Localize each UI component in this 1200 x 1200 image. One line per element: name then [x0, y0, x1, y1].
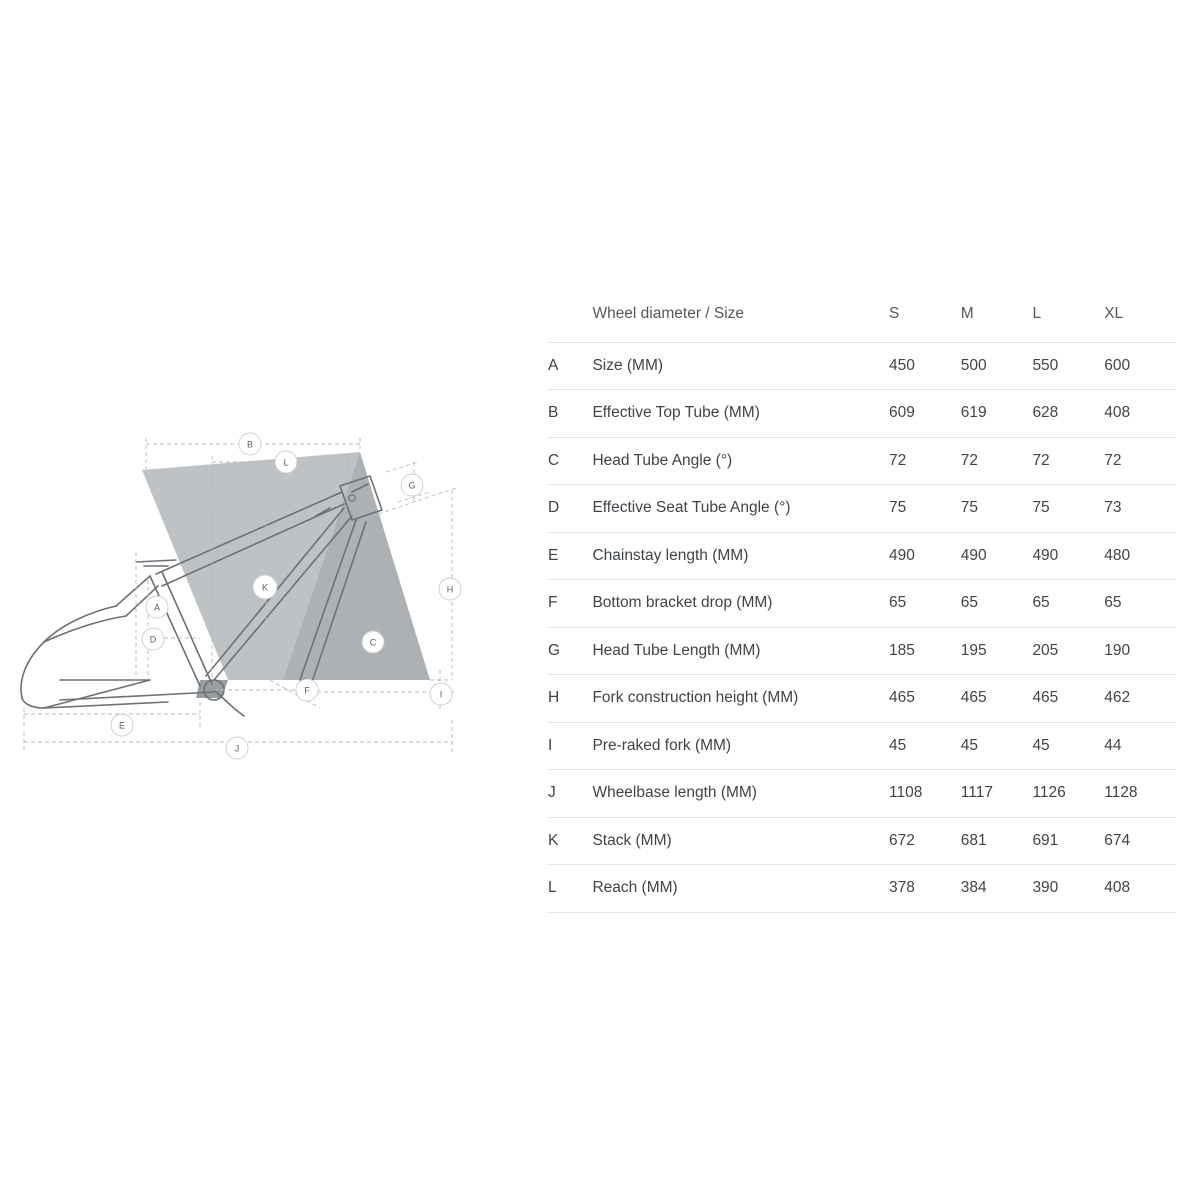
row-value-xl: 44 [1104, 722, 1176, 770]
table-header-row [548, 286, 1176, 342]
row-key: K [548, 817, 592, 865]
row-label: Reach (MM) [592, 865, 889, 913]
header-size-l: L [1032, 286, 1104, 342]
table-row [548, 390, 1176, 438]
row-value-s: 75 [889, 485, 961, 533]
callout-label-A: A [153, 602, 161, 613]
row-value-m: 65 [961, 580, 1033, 628]
row-key: F [548, 580, 592, 628]
row-value-l: 45 [1032, 722, 1104, 770]
row-value-m: 195 [961, 627, 1033, 675]
header-size-m: M [961, 286, 1033, 342]
row-value-m: 1117 [961, 770, 1033, 818]
table-row [548, 342, 1176, 390]
row-value-m: 465 [961, 675, 1033, 723]
row-key: G [548, 627, 592, 675]
table-head [548, 286, 1176, 342]
row-key: A [548, 342, 592, 390]
row-value-l: 1126 [1032, 770, 1104, 818]
row-value-s: 490 [889, 532, 961, 580]
row-label: Chainstay length (MM) [592, 532, 889, 580]
callout-label-J: J [234, 743, 240, 754]
row-value-s: 465 [889, 675, 961, 723]
row-label: Fork construction height (MM) [592, 675, 889, 723]
table-row [548, 627, 1176, 675]
callout-B [239, 433, 261, 455]
callout-label-C: C [369, 637, 377, 648]
row-key: I [548, 722, 592, 770]
row-value-l: 628 [1032, 390, 1104, 438]
row-value-xl: 190 [1104, 627, 1176, 675]
header-size-xl: XL [1104, 286, 1176, 342]
row-key: B [548, 390, 592, 438]
callout-L [275, 451, 297, 473]
row-key: H [548, 675, 592, 723]
table-row [548, 675, 1176, 723]
row-value-s: 378 [889, 865, 961, 913]
row-key: L [548, 865, 592, 913]
table-row [548, 865, 1176, 913]
row-label: Wheelbase length (MM) [592, 770, 889, 818]
row-value-s: 72 [889, 437, 961, 485]
row-value-s: 45 [889, 722, 961, 770]
row-value-m: 681 [961, 817, 1033, 865]
row-value-xl: 408 [1104, 865, 1176, 913]
header-label: Wheel diameter / Size [592, 286, 889, 342]
table-body [548, 342, 1176, 912]
row-value-l: 691 [1032, 817, 1104, 865]
row-value-xl: 65 [1104, 580, 1176, 628]
row-value-l: 72 [1032, 437, 1104, 485]
callout-G [401, 474, 423, 496]
row-value-s: 1108 [889, 770, 961, 818]
row-value-s: 672 [889, 817, 961, 865]
callout-label-L: L [283, 457, 289, 468]
row-value-s: 450 [889, 342, 961, 390]
row-key: J [548, 770, 592, 818]
row-value-s: 65 [889, 580, 961, 628]
row-value-xl: 480 [1104, 532, 1176, 580]
bike-geometry-diagram [0, 380, 500, 800]
callout-label-H: H [446, 584, 454, 595]
table-row [548, 817, 1176, 865]
callout-label-G: G [408, 480, 416, 491]
callout-label-F: F [304, 685, 310, 696]
table-row [548, 437, 1176, 485]
row-value-s: 609 [889, 390, 961, 438]
row-value-m: 490 [961, 532, 1033, 580]
table-row [548, 532, 1176, 580]
callout-label-B: B [246, 439, 254, 450]
geometry-table [548, 286, 1176, 913]
row-label: Effective Top Tube (MM) [592, 390, 889, 438]
row-label: Size (MM) [592, 342, 889, 390]
row-label: Effective Seat Tube Angle (°) [592, 485, 889, 533]
callout-C [362, 631, 384, 653]
table-row [548, 722, 1176, 770]
row-value-m: 72 [961, 437, 1033, 485]
row-value-l: 390 [1032, 865, 1104, 913]
row-value-m: 45 [961, 722, 1033, 770]
row-value-xl: 73 [1104, 485, 1176, 533]
row-value-m: 75 [961, 485, 1033, 533]
callout-label-I: I [439, 689, 443, 700]
callout-K [253, 575, 277, 599]
table-row [548, 770, 1176, 818]
row-label: Stack (MM) [592, 817, 889, 865]
row-value-xl: 1128 [1104, 770, 1176, 818]
row-key: E [548, 532, 592, 580]
row-value-xl: 462 [1104, 675, 1176, 723]
callout-label-E: E [118, 720, 126, 731]
table-row [548, 485, 1176, 533]
row-value-xl: 408 [1104, 390, 1176, 438]
row-value-m: 384 [961, 865, 1033, 913]
table-row [548, 580, 1176, 628]
callout-D [142, 628, 164, 650]
row-value-m: 619 [961, 390, 1033, 438]
row-value-l: 490 [1032, 532, 1104, 580]
row-value-l: 465 [1032, 675, 1104, 723]
callout-label-D: D [149, 634, 157, 645]
row-value-l: 550 [1032, 342, 1104, 390]
row-key: C [548, 437, 592, 485]
row-value-l: 205 [1032, 627, 1104, 675]
row-value-m: 500 [961, 342, 1033, 390]
row-value-xl: 674 [1104, 817, 1176, 865]
row-value-xl: 600 [1104, 342, 1176, 390]
geometry-table-wrapper [548, 286, 1176, 913]
callout-label-K: K [261, 582, 269, 593]
header-size-s: S [889, 286, 961, 342]
header-key [548, 286, 592, 342]
callout-E [111, 714, 133, 736]
callout-A [146, 596, 168, 618]
row-label: Head Tube Angle (°) [592, 437, 889, 485]
row-label: Pre-raked fork (MM) [592, 722, 889, 770]
callout-H [439, 578, 461, 600]
row-value-xl: 72 [1104, 437, 1176, 485]
row-label: Bottom bracket drop (MM) [592, 580, 889, 628]
callout-J [226, 737, 248, 759]
row-value-s: 185 [889, 627, 961, 675]
row-value-l: 75 [1032, 485, 1104, 533]
row-label: Head Tube Length (MM) [592, 627, 889, 675]
callout-F [296, 679, 318, 701]
row-value-l: 65 [1032, 580, 1104, 628]
row-key: D [548, 485, 592, 533]
callout-I [430, 683, 452, 705]
